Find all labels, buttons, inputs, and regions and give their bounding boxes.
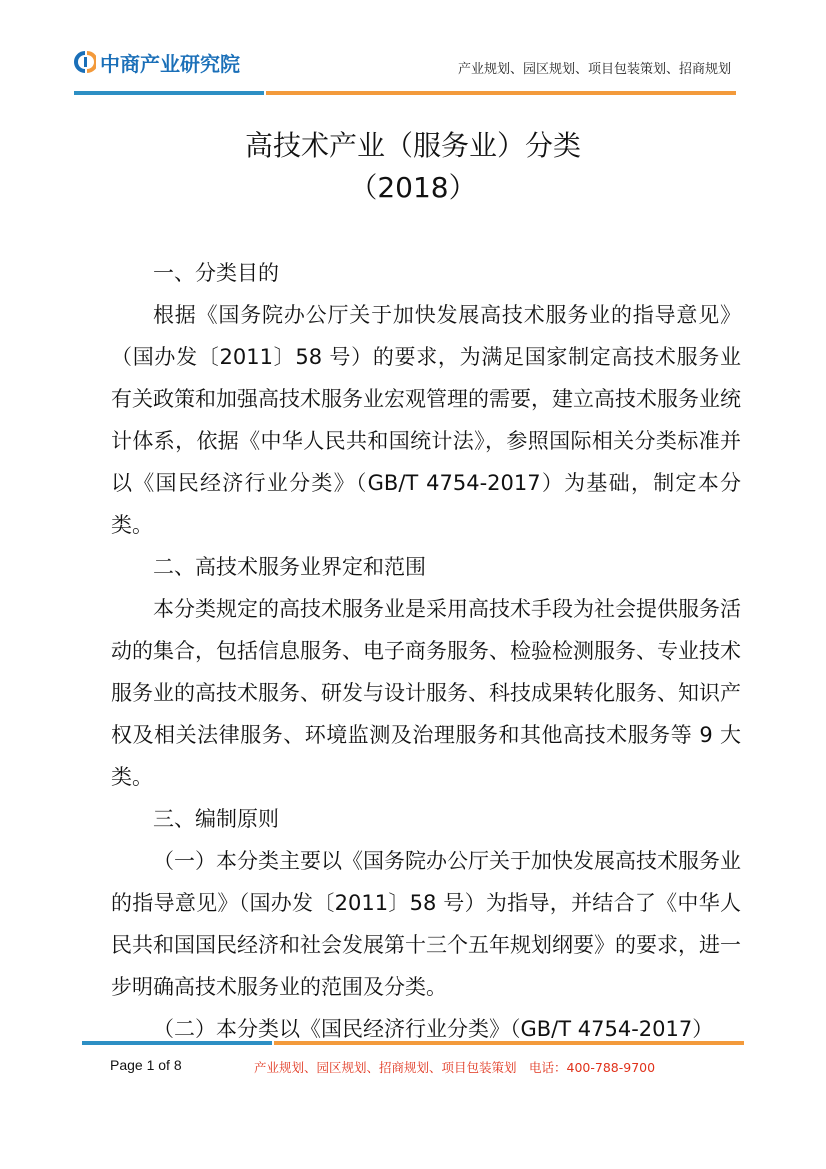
logo-icon [74,51,96,73]
footer-divider-orange [274,1041,744,1045]
section-heading: 一、分类目的 [153,261,279,285]
paragraph: 根据《国务院办公厅关于加快发展高技术服务业的指导意见》（国办发〔2011〕58 号）的要求，为满足国家制定高技术服务业有关政策和加强高技术服务业宏观管理的需要，建立高技术服务业统计体系，依据《中华人民共和国统计法》，参照国际相关分类标准并以《国民经济行业分类》（GB/T 4754-2017）为基础，制定本分类。 [111,303,741,537]
header-tagline: 产业规划、园区规划、项目包装策划、招商规划 [457,62,731,77]
header-divider-blue [74,91,264,95]
document-body [111,252,741,1050]
section-heading: 二、高技术服务业界定和范围 [153,555,426,579]
page-number: Page 1 of 8 [110,1057,182,1073]
footer-tagline: 产业规划、园区规划、招商规划、项目包装策划 电话：400-788-9700 [254,1060,656,1075]
header-divider-orange [266,91,736,95]
footer-divider-blue [82,1041,272,1045]
paragraph: 本分类规定的高技术服务业是采用高技术手段为社会提供服务活动的集合，包括信息服务、电子商务服务、检验检测服务、专业技术服务业的高技术服务、研发与设计服务、科技成果转化服务、知识产权及相关法律服务、环境监测及治理服务和其他高技术服务等 9 大类。 [111,597,741,789]
paragraph: （一）本分类主要以《国务院办公厅关于加快发展高技术服务业的指导意见》（国办发〔2011〕58 号）为指导，并结合了《中华人民共和国国民经济和社会发展第十三个五年规划纲要》的要求，进一步明确高技术服务业的范围及分类。 [111,849,741,999]
document-title: 高技术产业（服务业）分类 [244,129,581,162]
document-subtitle: （2018） [349,171,477,204]
logo-text: 中商产业研究院 [100,51,240,76]
section-heading: 三、编制原则 [153,807,279,831]
paragraph: （二）本分类以《国民经济行业分类》（GB/T 4754-2017） [153,1017,714,1041]
company-logo [74,49,240,75]
